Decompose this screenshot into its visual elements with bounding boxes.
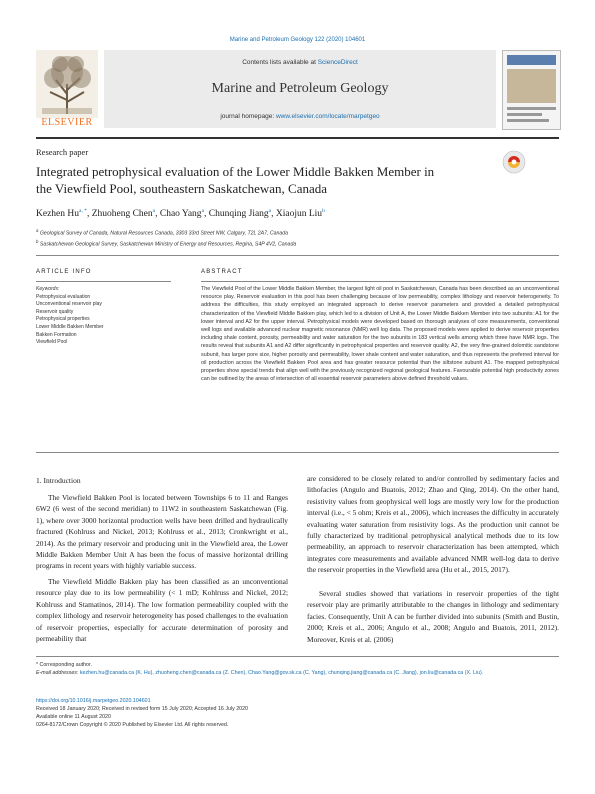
title-line-1: Integrated petrophysical evaluation of the Lower Middle Bakken Member in xyxy=(36,164,435,179)
body-paragraph: The Viewfield Middle Bakken play has been classified as an unconventional resource play due to its low permeability (< 1 mD; Kohlruss and Nickel, 2012; Kohlruss and Stamatinos, 2014). The low formation permeability coupled with the complex lithology and reservoir heterogeneity has posed challenges to the evaluation of reservoir properties, especially for accurate determination of porosity and permeability that xyxy=(36,577,288,644)
available-online: Available online 11 August 2020 xyxy=(36,714,111,720)
keyword: Petrophysical properties xyxy=(36,316,90,323)
affiliation xyxy=(36,238,559,249)
author-list: Kezhen $Hu^{a, *}$, Zhuoheng Chen$^a$, Chao Yang$^a$, Chunqing Jiang$^a$, Xiaojun Liu$^b$ xyxy=(36,208,325,220)
keyword: Petrophysical evaluation xyxy=(36,293,91,300)
copyright-line: 0264-8172/Crown Copyright © 2020 Published by Elsevier Ltd. All rights reserved. xyxy=(36,722,229,728)
journal-citation[interactable]: Marine and Petroleum Geology 122 (2020) 104601 xyxy=(229,37,366,43)
journal-cover-thumbnail xyxy=(502,50,561,130)
elsevier-logo xyxy=(36,50,98,128)
keyword: Lower Middle Bakken Member xyxy=(36,323,104,330)
abstract-divider xyxy=(36,452,559,453)
author-name[interactable]: Kezhen Hu xyxy=(36,209,79,220)
author-name[interactable]: Chunqing Jiang xyxy=(208,209,269,220)
body-paragraph: Several studies showed that variations in reservoir properties of the tight reservoir play are primarily attributable to the changes in lithology and sedimentary facies. Consequently, Unit A can be further divided into subunits (Smith and Bustin, 2000; Kreis et al., 2006; Angulo et al., 2008; Angulo and Buatois, 2011, 2012). Moreover, Kreis et al. (2006) xyxy=(307,589,559,644)
doi-link[interactable]: https://doi.org/10.1016/j.marpetgeo.2020.104601 xyxy=(36,698,151,704)
contents-line xyxy=(104,59,496,66)
keywords-block xyxy=(36,286,171,347)
footnotes xyxy=(36,661,559,677)
abstract-rule xyxy=(201,281,559,282)
author-name[interactable]: Chao Yang xyxy=(159,209,202,220)
affiliation xyxy=(36,227,559,238)
sciencedirect-link[interactable]: ScienceDirect xyxy=(317,59,358,66)
author-name[interactable]: Zhuoheng Chen xyxy=(91,209,153,220)
affiliation-text: Geological Survey of Canada, Natural Resources Canada, 3303 33rd Street NW, Calgary, T2L 2A7, Canada xyxy=(39,230,289,237)
author-sup[interactable]: a xyxy=(152,208,156,214)
publisher-wordmark: ELSEVIER xyxy=(41,117,93,128)
email-addresses xyxy=(36,669,559,677)
abstract-text: The Viewfield Pool of the Lower Middle Bakken Member, the largest light oil pool in Saskatchewan, Canada has been described as an unconventional resource play. Reservoir evaluation in this pool has been challenging because of low permeability, complex lithology and reservoir heterogeneity. To address the difficulties, this study employed an integrated approach to derive reservoir parameters and provided a detailed petrophysical characterization of the Viewfield Middle Bakken play, which led to a division of Unit A, the Lower Middle Bakken Member into two subunits: A1 for the lower interval and A2 for the upper interval. Petrophysical models were developed based on thorough analyses of core measurements, conventional well logs and available advanced nuclear magnetic resonance (NMR) well log data. The proposed models were applied to derive reservoir properties including shale content, porosity, permeability and water saturation for the two subunits in 183 vertical wells among which three have NMR logs. The results reveal that subunits A1 and A2 differ significantly in petrophysical properties and reservoir quality. A2, the very fine-grained dolomitic sandstone subunit, has larger pore size, higher porosity and permeability, lower shale content and water saturation, and thus represents the preferred interval for oil production across the Viewfield Bakken Pool area and has greater resource potential than the siltstone subunit A1. The mapped petrophysical properties show special trends that align well with the previously recognized regional geological features. Favourable potential high productivity zones can be outlined by the areas of intersection of all essential reservoir parameters above defined threshold values. xyxy=(201,286,559,383)
title-line-2: the Viewfield Pool, southeastern Saskatchewan, Canada xyxy=(36,181,328,196)
author-sup[interactable]: a xyxy=(268,208,272,214)
article-title xyxy=(36,163,506,197)
keyword: Bakken Formation xyxy=(36,331,77,338)
homepage-link[interactable]: www.elsevier.com/locate/marpetgeo xyxy=(275,113,380,120)
journal-title: Marine and Petroleum Geology xyxy=(211,81,389,96)
publication-info xyxy=(36,697,559,729)
section-heading: 1. Introduction xyxy=(36,476,81,485)
affiliation-sup: a xyxy=(36,228,39,233)
masthead-rule xyxy=(36,137,559,139)
keywords-heading: Keywords: xyxy=(36,286,60,292)
header-divider xyxy=(36,255,559,256)
keyword: Reservoir quality xyxy=(36,308,74,315)
elsevier-tree-icon xyxy=(36,50,98,118)
body-paragraph: are considered to be closely related to and/or controlled by sedimentary facies and lithofacies (Angulo and Buatois, 2012; Zhao and Qing, 2014). On the other hand, resistivity values from geophysical well logs are mostly very low for the production interval (i.e., < 5 ohm; Kreis et al., 2006), which increases the difficulty in accurately evaluating water saturation from resistivity logs. As the production unit cannot be fully characterized by traditional petrophysical analytical methods due to its low permeability, an approach to reservoir characterization has been attempted, which integrates core measurements and available advanced NMR well-log data to derive the reservoir properties in the Viewfield area (Hu et al., 2015, 2017). xyxy=(307,474,559,575)
homepage-line xyxy=(104,113,496,120)
affiliations xyxy=(36,227,559,248)
footnote-divider xyxy=(36,656,559,657)
masthead xyxy=(36,50,559,132)
author-sup[interactable]: a, * xyxy=(79,208,87,214)
keyword: Viewfield Pool xyxy=(36,339,68,346)
author-sup[interactable]: b xyxy=(322,208,325,214)
homepage-prefix: journal homepage: xyxy=(220,113,276,120)
author-sup[interactable]: a xyxy=(201,208,205,214)
received-dates: Received 18 January 2020; Received in revised form 15 July 2020; Accepted 16 July 2020 xyxy=(36,706,249,712)
author-name[interactable]: Xiaojun Liu xyxy=(275,209,323,220)
emails-list[interactable]: kezhen.hu@canada.ca (K. Hu), zhuoheng.chen@canada.ca (Z. Chen), Chao.Yang@gov.sk.ca (C. Yang), chunqing.jiang@canada.ca (C. Jiang), jon.liu@canada.ca (X. Liu). xyxy=(78,670,484,676)
keyword: Unconventional reservoir play xyxy=(36,301,102,308)
body-paragraph: The Viewfield Bakken Pool is located between Townships 6 to 11 and Ranges 6W2 (6 west of the second meridian) to 11W2 in southeastern Saskatchewan (Fig. 1), where over 3000 horizontal production wells have been drilled and hydraulically fractured (Kohlruss and Nickel, 2013; Kohlruss et al., 2013; Cronkwright et al., 2014). As the primary reservoir and producing unit in the Viewfield area, the Lower Middle Bakken Member Unit A has been the focus of massive horizontal drilling programs in recent years with highly variable success. xyxy=(36,493,288,571)
article-type: Research paper xyxy=(36,147,89,157)
article-info-heading: ARTICLE INFO xyxy=(36,269,92,275)
masthead-center xyxy=(104,50,496,128)
affiliation-sup: b xyxy=(36,238,39,244)
article-info-rule xyxy=(36,281,171,282)
contents-prefix: Contents lists available at xyxy=(242,59,318,66)
emails-label: E-mail addresses: xyxy=(36,670,79,676)
corresponding-author-note: * Corresponding author. xyxy=(36,662,92,668)
abstract-heading: ABSTRACT xyxy=(201,269,243,275)
affiliation-text: Saskatchewan Geological Survey, Saskatchewan Ministry of Energy and Resources, Regina, S4P 4V2, Canada xyxy=(39,241,297,248)
